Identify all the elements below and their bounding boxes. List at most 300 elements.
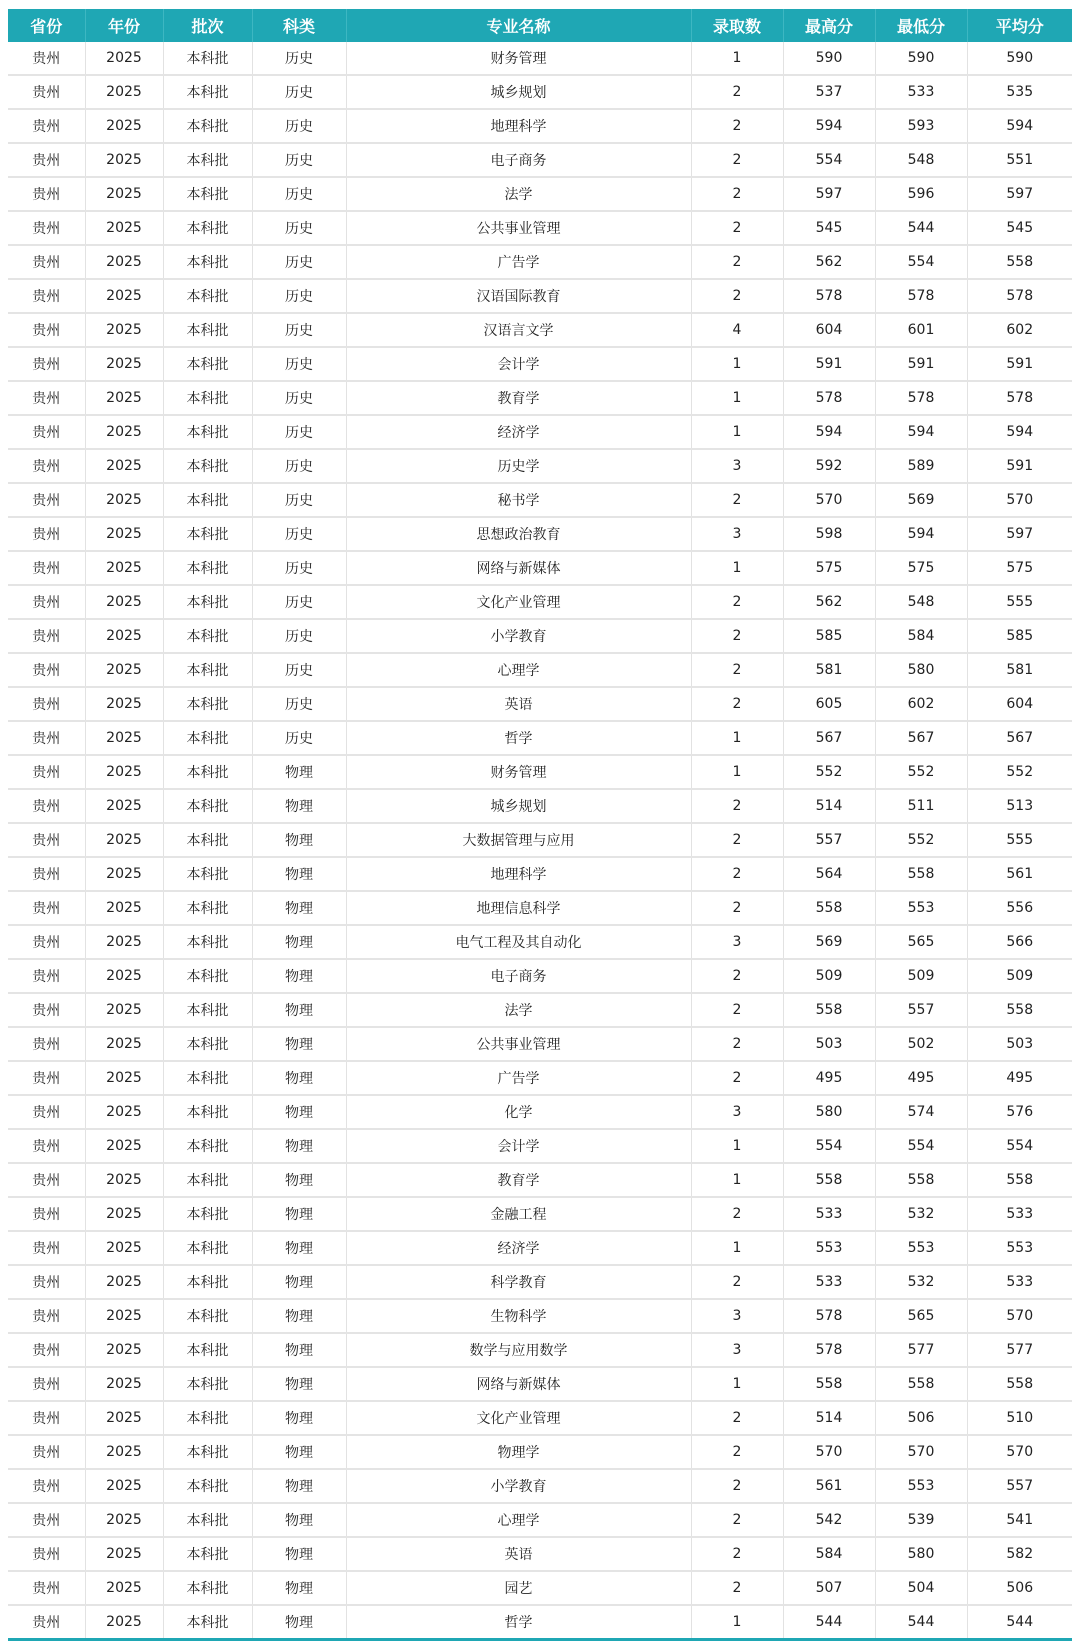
province-cell: 贵州: [8, 1299, 85, 1333]
subject-category-cell: 物理: [252, 1197, 346, 1231]
max-score-cell: 581: [783, 653, 875, 687]
admitted-count-cell: 2: [691, 1027, 783, 1061]
max-score-cell: 507: [783, 1571, 875, 1605]
major-name-cell: 电子商务: [346, 959, 691, 993]
major-name-cell: 英语: [346, 687, 691, 721]
max-score-cell: 562: [783, 245, 875, 279]
max-score-cell: 594: [783, 415, 875, 449]
max-score-cell: 591: [783, 347, 875, 381]
avg-score-cell: 604: [967, 687, 1072, 721]
year-cell: 2025: [85, 483, 163, 517]
max-score-cell: 575: [783, 551, 875, 585]
max-score-cell: 533: [783, 1265, 875, 1299]
table-row: [8, 993, 1072, 1027]
table-body: [8, 42, 1072, 1640]
major-name-cell: 网络与新媒体: [346, 1367, 691, 1401]
year-cell: 2025: [85, 415, 163, 449]
province-cell: 贵州: [8, 551, 85, 585]
province-cell: 贵州: [8, 211, 85, 245]
major-name-cell: 秘书学: [346, 483, 691, 517]
subject-category-cell: 物理: [252, 1605, 346, 1640]
table-row: [8, 1129, 1072, 1163]
subject-category-cell: 历史: [252, 109, 346, 143]
year-cell: 2025: [85, 1503, 163, 1537]
year-cell: 2025: [85, 381, 163, 415]
min-score-cell: 504: [875, 1571, 967, 1605]
avg-score-cell: 591: [967, 449, 1072, 483]
min-score-cell: 495: [875, 1061, 967, 1095]
avg-score-cell: 510: [967, 1401, 1072, 1435]
admitted-count-cell: 2: [691, 1265, 783, 1299]
avg-score-cell: 597: [967, 177, 1072, 211]
admitted-count-cell: 2: [691, 823, 783, 857]
year-cell: 2025: [85, 1605, 163, 1640]
subject-category-cell: 历史: [252, 517, 346, 551]
subject-category-cell: 历史: [252, 75, 346, 109]
min-score-cell: 578: [875, 381, 967, 415]
table-row: [8, 1299, 1072, 1333]
province-cell: 贵州: [8, 245, 85, 279]
batch-cell: 本科批: [163, 143, 252, 177]
major-name-cell: 广告学: [346, 245, 691, 279]
province-cell: 贵州: [8, 1197, 85, 1231]
table-row: [8, 449, 1072, 483]
max-score-cell: 554: [783, 1129, 875, 1163]
major-name-cell: 历史学: [346, 449, 691, 483]
major-name-cell: 科学教育: [346, 1265, 691, 1299]
avg-score-cell: 581: [967, 653, 1072, 687]
province-cell: 贵州: [8, 687, 85, 721]
major-name-cell: 电子商务: [346, 143, 691, 177]
major-name-cell: 心理学: [346, 653, 691, 687]
min-score-cell: 506: [875, 1401, 967, 1435]
avg-score-cell: 576: [967, 1095, 1072, 1129]
batch-cell: 本科批: [163, 483, 252, 517]
max-score-cell: 561: [783, 1469, 875, 1503]
batch-cell: 本科批: [163, 619, 252, 653]
max-score-cell: 594: [783, 109, 875, 143]
admitted-count-cell: 2: [691, 1197, 783, 1231]
province-cell: 贵州: [8, 619, 85, 653]
admitted-count-cell: 2: [691, 619, 783, 653]
subject-category-cell: 历史: [252, 483, 346, 517]
table-row: [8, 1537, 1072, 1571]
subject-category-cell: 历史: [252, 42, 346, 75]
batch-cell: 本科批: [163, 1027, 252, 1061]
avg-score-cell: 558: [967, 993, 1072, 1027]
province-cell: 贵州: [8, 1095, 85, 1129]
province-cell: 贵州: [8, 1605, 85, 1640]
province-cell: 贵州: [8, 1129, 85, 1163]
min-score-cell: 567: [875, 721, 967, 755]
table-row: [8, 1265, 1072, 1299]
table-row: [8, 585, 1072, 619]
major-name-cell: 数学与应用数学: [346, 1333, 691, 1367]
year-cell: 2025: [85, 959, 163, 993]
min-score-cell: 578: [875, 279, 967, 313]
major-name-cell: 生物科学: [346, 1299, 691, 1333]
max-score-cell: 578: [783, 381, 875, 415]
admitted-count-cell: 2: [691, 279, 783, 313]
subject-category-cell: 历史: [252, 721, 346, 755]
min-score-cell: 584: [875, 619, 967, 653]
province-cell: 贵州: [8, 959, 85, 993]
min-score-cell: 590: [875, 42, 967, 75]
year-cell: 2025: [85, 755, 163, 789]
major-name-cell: 法学: [346, 177, 691, 211]
province-cell: 贵州: [8, 1027, 85, 1061]
min-score-cell: 594: [875, 415, 967, 449]
province-cell: 贵州: [8, 1435, 85, 1469]
avg-score-cell: 558: [967, 1367, 1072, 1401]
avg-score-cell: 555: [967, 823, 1072, 857]
table-row: [8, 1095, 1072, 1129]
subject-category-cell: 物理: [252, 1435, 346, 1469]
province-cell: 贵州: [8, 517, 85, 551]
batch-cell: 本科批: [163, 1163, 252, 1197]
avg-score-cell: 594: [967, 415, 1072, 449]
table-row: [8, 381, 1072, 415]
major-name-cell: 会计学: [346, 347, 691, 381]
avg-score-cell: 535: [967, 75, 1072, 109]
year-cell: 2025: [85, 1197, 163, 1231]
avg-score-cell: 503: [967, 1027, 1072, 1061]
batch-cell: 本科批: [163, 1469, 252, 1503]
year-cell: 2025: [85, 1163, 163, 1197]
major-name-cell: 思想政治教育: [346, 517, 691, 551]
year-cell: 2025: [85, 1299, 163, 1333]
batch-cell: 本科批: [163, 585, 252, 619]
min-score-cell: 601: [875, 313, 967, 347]
table-row: [8, 517, 1072, 551]
table-row: [8, 483, 1072, 517]
province-cell: 贵州: [8, 381, 85, 415]
year-cell: 2025: [85, 517, 163, 551]
avg-score-cell: 590: [967, 42, 1072, 75]
min-score-cell: 580: [875, 653, 967, 687]
major-name-cell: 地理科学: [346, 109, 691, 143]
batch-cell: 本科批: [163, 1367, 252, 1401]
major-name-cell: 小学教育: [346, 619, 691, 653]
year-cell: 2025: [85, 1231, 163, 1265]
subject-category-cell: 历史: [252, 551, 346, 585]
major-name-cell: 金融工程: [346, 1197, 691, 1231]
year-cell: 2025: [85, 1129, 163, 1163]
min-score-cell: 533: [875, 75, 967, 109]
table-row: [8, 1367, 1072, 1401]
province-cell: 贵州: [8, 1231, 85, 1265]
major-name-cell: 经济学: [346, 415, 691, 449]
min-score-cell: 552: [875, 755, 967, 789]
table-row: [8, 925, 1072, 959]
batch-cell: 本科批: [163, 789, 252, 823]
avg-score-cell: 495: [967, 1061, 1072, 1095]
year-cell: 2025: [85, 789, 163, 823]
subject-category-cell: 物理: [252, 993, 346, 1027]
avg-score-cell: 506: [967, 1571, 1072, 1605]
province-cell: 贵州: [8, 1469, 85, 1503]
avg-score-cell: 578: [967, 279, 1072, 313]
min-score-cell: 502: [875, 1027, 967, 1061]
avg-score-cell: 597: [967, 517, 1072, 551]
max-score-cell: 605: [783, 687, 875, 721]
min-score-cell: 544: [875, 1605, 967, 1640]
admitted-count-cell: 1: [691, 1163, 783, 1197]
table-row: [8, 653, 1072, 687]
table-row: [8, 823, 1072, 857]
avg-score-cell: 533: [967, 1265, 1072, 1299]
min-score-cell: 593: [875, 109, 967, 143]
batch-cell: 本科批: [163, 1129, 252, 1163]
max-score-cell: 558: [783, 993, 875, 1027]
batch-cell: 本科批: [163, 1333, 252, 1367]
batch-cell: 本科批: [163, 1061, 252, 1095]
major-name-cell: 城乡规划: [346, 789, 691, 823]
batch-cell: 本科批: [163, 857, 252, 891]
subject-category-cell: 历史: [252, 653, 346, 687]
max-score-cell: 569: [783, 925, 875, 959]
subject-category-cell: 物理: [252, 1469, 346, 1503]
max-score-cell: 590: [783, 42, 875, 75]
batch-cell: 本科批: [163, 925, 252, 959]
year-cell: 2025: [85, 721, 163, 755]
admitted-count-cell: 1: [691, 381, 783, 415]
min-score-cell: 591: [875, 347, 967, 381]
year-cell: 2025: [85, 1061, 163, 1095]
subject-category-cell: 历史: [252, 143, 346, 177]
admitted-count-cell: 1: [691, 42, 783, 75]
table-row: [8, 721, 1072, 755]
batch-cell: 本科批: [163, 755, 252, 789]
avg-score-cell: 575: [967, 551, 1072, 585]
major-name-cell: 教育学: [346, 381, 691, 415]
major-name-cell: 心理学: [346, 1503, 691, 1537]
min-score-cell: 553: [875, 891, 967, 925]
province-cell: 贵州: [8, 993, 85, 1027]
province-cell: 贵州: [8, 1503, 85, 1537]
avg-score-cell: 533: [967, 1197, 1072, 1231]
province-cell: 贵州: [8, 279, 85, 313]
min-score-cell: 557: [875, 993, 967, 1027]
batch-cell: 本科批: [163, 1299, 252, 1333]
batch-cell: 本科批: [163, 993, 252, 1027]
max-score-cell: 542: [783, 1503, 875, 1537]
max-score-cell: 558: [783, 891, 875, 925]
subject-category-cell: 物理: [252, 925, 346, 959]
table-row: [8, 687, 1072, 721]
avg-score-cell: 553: [967, 1231, 1072, 1265]
min-score-cell: 532: [875, 1197, 967, 1231]
header-avg-score: 平均分: [967, 9, 1072, 42]
year-cell: 2025: [85, 619, 163, 653]
max-score-cell: 558: [783, 1163, 875, 1197]
avg-score-cell: 556: [967, 891, 1072, 925]
province-cell: 贵州: [8, 143, 85, 177]
year-cell: 2025: [85, 449, 163, 483]
table-row: [8, 143, 1072, 177]
table-row: [8, 1027, 1072, 1061]
max-score-cell: 552: [783, 755, 875, 789]
min-score-cell: 553: [875, 1231, 967, 1265]
province-cell: 贵州: [8, 449, 85, 483]
province-cell: 贵州: [8, 347, 85, 381]
admitted-count-cell: 1: [691, 1231, 783, 1265]
avg-score-cell: 558: [967, 1163, 1072, 1197]
min-score-cell: 565: [875, 925, 967, 959]
subject-category-cell: 历史: [252, 585, 346, 619]
max-score-cell: 564: [783, 857, 875, 891]
admitted-count-cell: 3: [691, 1333, 783, 1367]
subject-category-cell: 物理: [252, 1367, 346, 1401]
admitted-count-cell: 2: [691, 1401, 783, 1435]
avg-score-cell: 570: [967, 483, 1072, 517]
subject-category-cell: 历史: [252, 177, 346, 211]
year-cell: 2025: [85, 279, 163, 313]
admitted-count-cell: 2: [691, 1469, 783, 1503]
subject-category-cell: 历史: [252, 449, 346, 483]
year-cell: 2025: [85, 245, 163, 279]
major-name-cell: 英语: [346, 1537, 691, 1571]
avg-score-cell: 602: [967, 313, 1072, 347]
max-score-cell: 554: [783, 143, 875, 177]
avg-score-cell: 541: [967, 1503, 1072, 1537]
batch-cell: 本科批: [163, 1503, 252, 1537]
major-name-cell: 文化产业管理: [346, 1401, 691, 1435]
province-cell: 贵州: [8, 1367, 85, 1401]
max-score-cell: 578: [783, 1333, 875, 1367]
min-score-cell: 577: [875, 1333, 967, 1367]
table-row: [8, 1061, 1072, 1095]
province-cell: 贵州: [8, 415, 85, 449]
province-cell: 贵州: [8, 789, 85, 823]
table-row: [8, 551, 1072, 585]
table-row: [8, 211, 1072, 245]
batch-cell: 本科批: [163, 1401, 252, 1435]
table-row: [8, 245, 1072, 279]
min-score-cell: 539: [875, 1503, 967, 1537]
batch-cell: 本科批: [163, 687, 252, 721]
table-row: [8, 1435, 1072, 1469]
batch-cell: 本科批: [163, 415, 252, 449]
subject-category-cell: 物理: [252, 857, 346, 891]
header-subject-category: 科类: [252, 9, 346, 42]
year-cell: 2025: [85, 1027, 163, 1061]
year-cell: 2025: [85, 211, 163, 245]
subject-category-cell: 物理: [252, 1401, 346, 1435]
admitted-count-cell: 2: [691, 1503, 783, 1537]
avg-score-cell: 551: [967, 143, 1072, 177]
batch-cell: 本科批: [163, 177, 252, 211]
table-row: [8, 1163, 1072, 1197]
table-row: [8, 177, 1072, 211]
subject-category-cell: 历史: [252, 279, 346, 313]
major-name-cell: 哲学: [346, 721, 691, 755]
province-cell: 贵州: [8, 1333, 85, 1367]
max-score-cell: 570: [783, 1435, 875, 1469]
province-cell: 贵州: [8, 42, 85, 75]
year-cell: 2025: [85, 857, 163, 891]
year-cell: 2025: [85, 1469, 163, 1503]
subject-category-cell: 历史: [252, 415, 346, 449]
batch-cell: 本科批: [163, 1265, 252, 1299]
province-cell: 贵州: [8, 75, 85, 109]
province-cell: 贵州: [8, 177, 85, 211]
table-row: [8, 42, 1072, 75]
subject-category-cell: 物理: [252, 1299, 346, 1333]
avg-score-cell: 594: [967, 109, 1072, 143]
subject-category-cell: 物理: [252, 1265, 346, 1299]
avg-score-cell: 545: [967, 211, 1072, 245]
min-score-cell: 570: [875, 1435, 967, 1469]
min-score-cell: 574: [875, 1095, 967, 1129]
avg-score-cell: 544: [967, 1605, 1072, 1640]
major-name-cell: 大数据管理与应用: [346, 823, 691, 857]
max-score-cell: 545: [783, 211, 875, 245]
min-score-cell: 552: [875, 823, 967, 857]
admitted-count-cell: 2: [691, 75, 783, 109]
year-cell: 2025: [85, 42, 163, 75]
admitted-count-cell: 2: [691, 1571, 783, 1605]
min-score-cell: 565: [875, 1299, 967, 1333]
admitted-count-cell: 1: [691, 347, 783, 381]
avg-score-cell: 585: [967, 619, 1072, 653]
table-row: [8, 1503, 1072, 1537]
subject-category-cell: 历史: [252, 313, 346, 347]
batch-cell: 本科批: [163, 721, 252, 755]
subject-category-cell: 物理: [252, 959, 346, 993]
table-row: [8, 279, 1072, 313]
year-cell: 2025: [85, 993, 163, 1027]
admitted-count-cell: 2: [691, 857, 783, 891]
subject-category-cell: 物理: [252, 1027, 346, 1061]
table-row: [8, 755, 1072, 789]
avg-score-cell: 570: [967, 1299, 1072, 1333]
subject-category-cell: 历史: [252, 381, 346, 415]
admitted-count-cell: 4: [691, 313, 783, 347]
subject-category-cell: 物理: [252, 1571, 346, 1605]
max-score-cell: 495: [783, 1061, 875, 1095]
subject-category-cell: 物理: [252, 1129, 346, 1163]
avg-score-cell: 509: [967, 959, 1072, 993]
max-score-cell: 533: [783, 1197, 875, 1231]
admitted-count-cell: 1: [691, 755, 783, 789]
table-row: [8, 1333, 1072, 1367]
major-name-cell: 网络与新媒体: [346, 551, 691, 585]
admitted-count-cell: 1: [691, 1605, 783, 1640]
min-score-cell: 558: [875, 1367, 967, 1401]
header-min-score: 最低分: [875, 9, 967, 42]
table-row: [8, 1197, 1072, 1231]
avg-score-cell: 552: [967, 755, 1072, 789]
table-row: [8, 1571, 1072, 1605]
major-name-cell: 电气工程及其自动化: [346, 925, 691, 959]
max-score-cell: 578: [783, 1299, 875, 1333]
max-score-cell: 557: [783, 823, 875, 857]
major-name-cell: 哲学: [346, 1605, 691, 1640]
avg-score-cell: 558: [967, 245, 1072, 279]
max-score-cell: 562: [783, 585, 875, 619]
table-row: [8, 415, 1072, 449]
max-score-cell: 514: [783, 1401, 875, 1435]
province-cell: 贵州: [8, 483, 85, 517]
major-name-cell: 法学: [346, 993, 691, 1027]
avg-score-cell: 561: [967, 857, 1072, 891]
max-score-cell: 585: [783, 619, 875, 653]
major-name-cell: 物理学: [346, 1435, 691, 1469]
year-cell: 2025: [85, 75, 163, 109]
batch-cell: 本科批: [163, 1605, 252, 1640]
province-cell: 贵州: [8, 653, 85, 687]
